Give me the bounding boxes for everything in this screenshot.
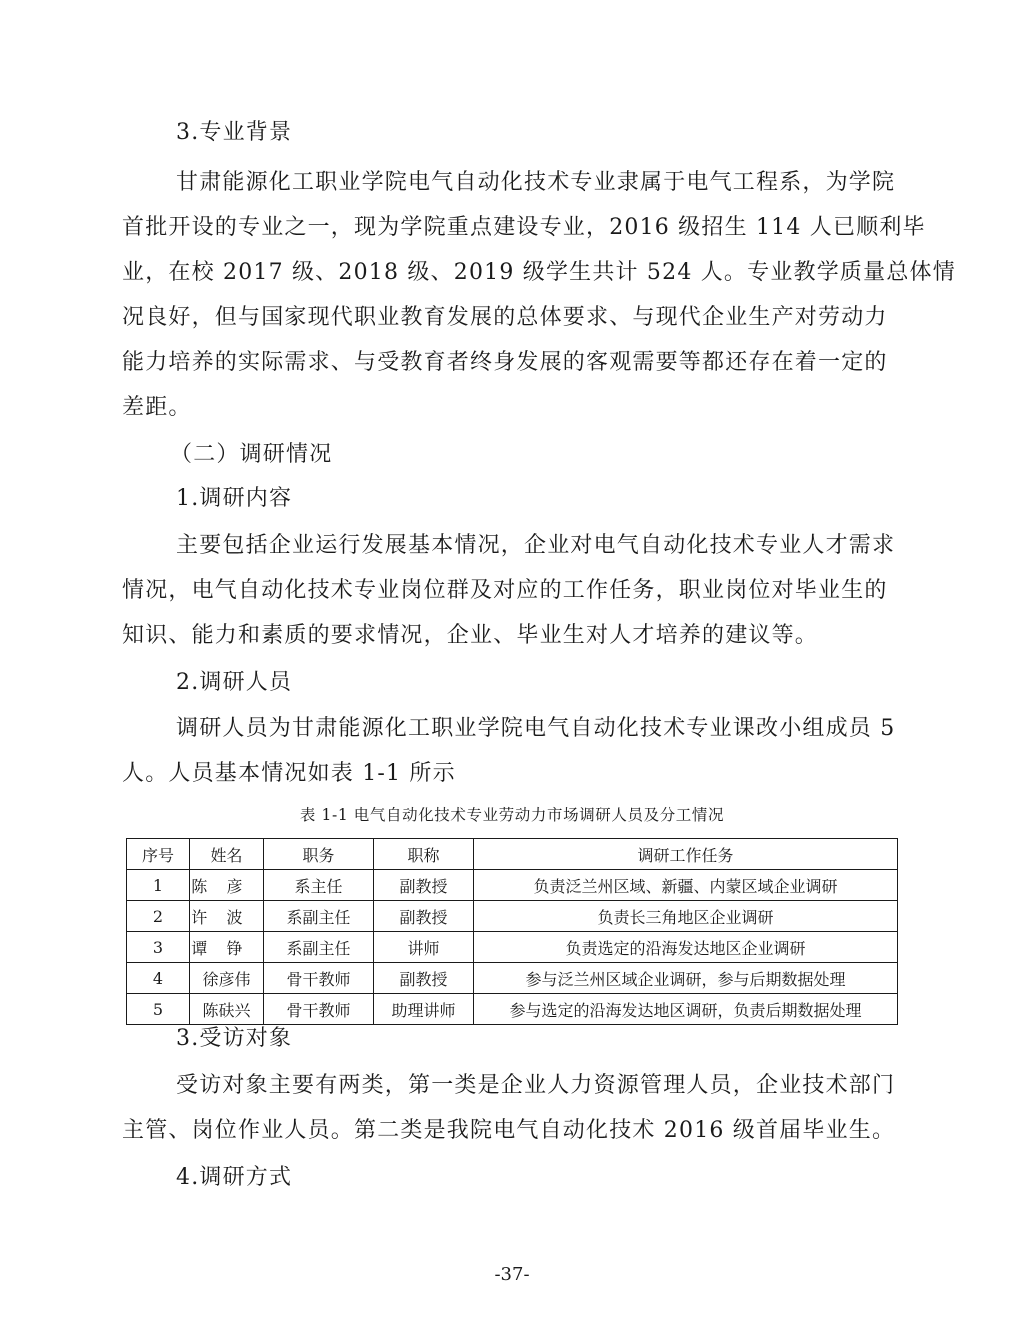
- cell-position: 骨干教师: [264, 963, 374, 994]
- cell-position: 系副主任: [264, 932, 374, 963]
- cell-name: 徐彦伟: [190, 963, 264, 994]
- table-caption: 表 1-1 电气自动化技术专业劳动力市场调研人员及分工情况: [299, 806, 725, 824]
- paragraph-line: 主要包括企业运行发展基本情况，企业对电气自动化技术专业人才需求: [176, 533, 896, 558]
- header-index: 序号: [127, 839, 190, 870]
- paragraph-line: 受访对象主要有两类，第一类是企业人力资源管理人员，企业技术部门: [176, 1073, 896, 1098]
- section-heading-personnel: 2.调研人员: [176, 670, 293, 695]
- table-row: [127, 994, 898, 1025]
- cell-title: 副教授: [374, 870, 474, 901]
- cell-task: 参与选定的沿海发达地区调研，负责后期数据处理: [474, 994, 898, 1025]
- table-row: [127, 870, 898, 901]
- cell-index: 5: [127, 994, 190, 1025]
- cell-name: 陈砆兴: [190, 994, 264, 1025]
- header-title: 职称: [374, 839, 474, 870]
- cell-task: 负责选定的沿海发达地区企业调研: [474, 932, 898, 963]
- table-header-row: [127, 839, 898, 870]
- cell-position: 系主任: [264, 870, 374, 901]
- paragraph-line: 况良好，但与国家现代职业教育发展的总体要求、与现代企业生产对劳动力: [122, 305, 888, 330]
- cell-title: 副教授: [374, 901, 474, 932]
- cell-position: 系副主任: [264, 901, 374, 932]
- cell-title: 副教授: [374, 963, 474, 994]
- section-heading-background: 3.专业背景: [176, 120, 293, 145]
- header-name: 姓名: [190, 839, 264, 870]
- header-task: 调研工作任务: [474, 839, 898, 870]
- staff-table: [126, 838, 898, 1025]
- paragraph-line: 甘肃能源化工职业学院电气自动化技术专业隶属于电气工程系，为学院: [176, 170, 896, 195]
- page-number: -37-: [494, 1264, 530, 1285]
- cell-name: 陈彦: [190, 870, 264, 901]
- paragraph-line: 业，在校 2017 级、2018 级、2019 级学生共计 524 人。专业教学质量总体情: [122, 260, 956, 285]
- cell-title: 讲师: [374, 932, 474, 963]
- cell-index: 4: [127, 963, 190, 994]
- paragraph-line: 差距。: [122, 395, 192, 420]
- paragraph-line: 知识、能力和素质的要求情况，企业、毕业生对人才培养的建议等。: [122, 623, 819, 648]
- cell-index: 3: [127, 932, 190, 963]
- cell-index: 1: [127, 870, 190, 901]
- cell-task: 参与泛兰州区域企业调研，参与后期数据处理: [474, 963, 898, 994]
- section-heading-survey: （二）调研情况: [170, 442, 333, 467]
- section-heading-content: 1.调研内容: [176, 486, 293, 511]
- paragraph-line: 主管、岗位作业人员。第二类是我院电气自动化技术 2016 级首届毕业生。: [122, 1118, 896, 1143]
- paragraph-line: 能力培养的实际需求、与受教育者终身发展的客观需要等都还存在着一定的: [122, 350, 888, 375]
- cell-name: 谭铮: [190, 932, 264, 963]
- header-position: 职务: [264, 839, 374, 870]
- section-heading-interviewees: 3.受访对象: [176, 1026, 293, 1051]
- paragraph-line: 调研人员为甘肃能源化工职业学院电气自动化技术专业课改小组成员 5: [176, 716, 896, 741]
- cell-task: 负责长三角地区企业调研: [474, 901, 898, 932]
- cell-title: 助理讲师: [374, 994, 474, 1025]
- cell-index: 2: [127, 901, 190, 932]
- cell-task: 负责泛兰州区域、新疆、内蒙区域企业调研: [474, 870, 898, 901]
- paragraph-line: 情况，电气自动化技术专业岗位群及对应的工作任务，职业岗位对毕业生的: [122, 578, 888, 603]
- table-row: [127, 901, 898, 932]
- cell-name: 许波: [190, 901, 264, 932]
- cell-position: 骨干教师: [264, 994, 374, 1025]
- table-row: [127, 932, 898, 963]
- paragraph-line: 人。人员基本情况如表 1-1 所示: [122, 761, 456, 786]
- section-heading-method: 4.调研方式: [176, 1165, 293, 1190]
- table-row: [127, 963, 898, 994]
- paragraph-line: 首批开设的专业之一，现为学院重点建设专业，2016 级招生 114 人已顺利毕: [122, 215, 926, 240]
